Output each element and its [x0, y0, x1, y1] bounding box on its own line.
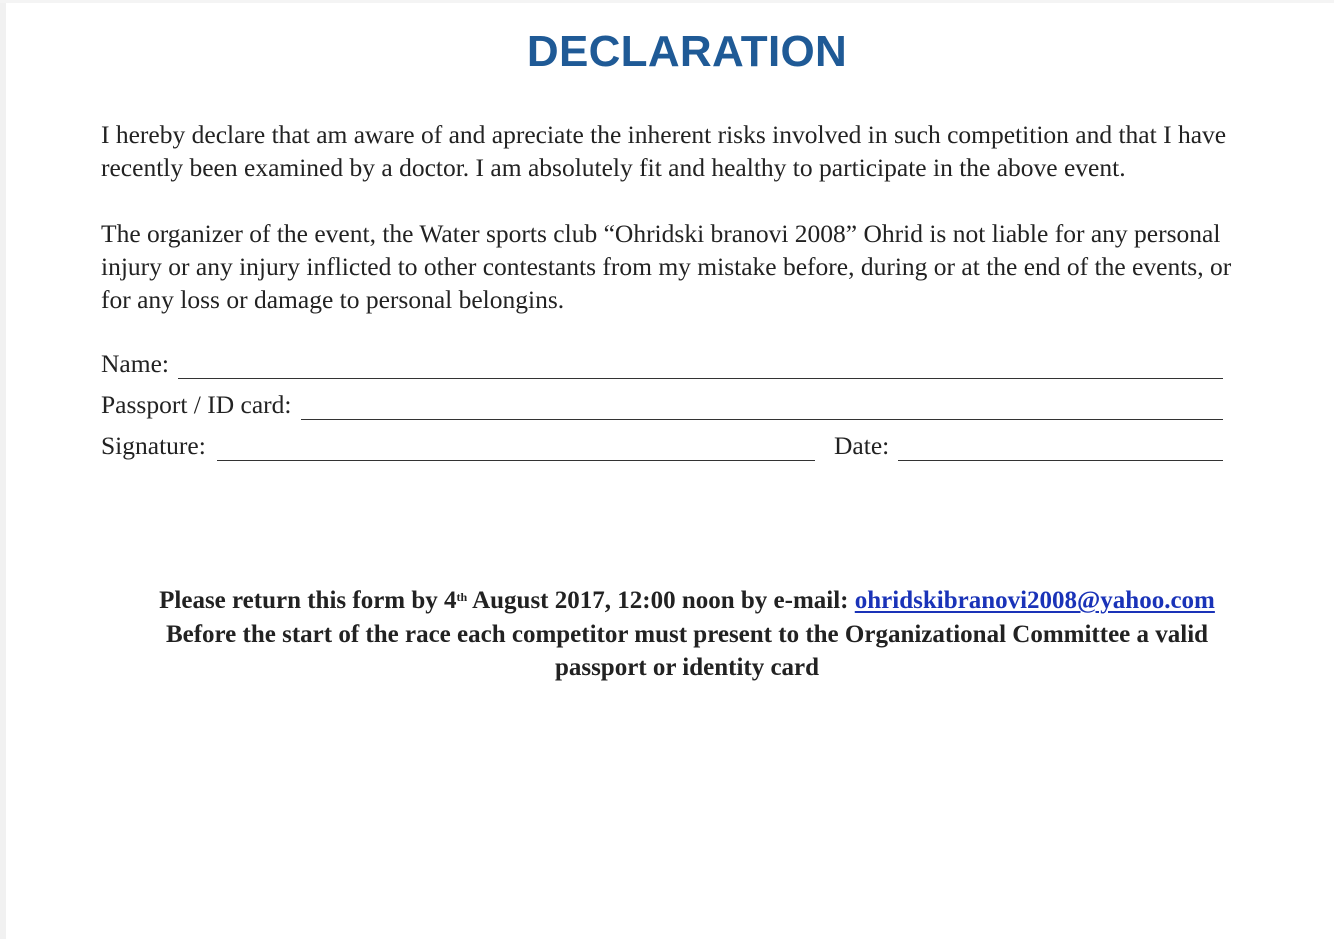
passport-field-row	[101, 390, 1223, 422]
name-field-line[interactable]	[178, 378, 1223, 379]
paragraph-2-line-1: The organizer of the event, the Water sports club “Ohridski branovi 2008” Ohrid is not liable for any personal	[101, 219, 1221, 248]
paragraph-2-line-2: injury or any injury inflicted to other contestants from my mistake before, during or at the end of the events, or	[101, 252, 1232, 281]
page-top-edge	[0, 0, 1334, 3]
passport-field-line[interactable]	[301, 419, 1223, 420]
declaration-paragraph-1	[101, 118, 1276, 184]
page-title: DECLARATION	[526, 27, 848, 76]
page-left-edge	[0, 0, 6, 939]
passport-label: Passport / ID card:	[101, 390, 292, 419]
name-field-row	[101, 349, 1223, 381]
liability-paragraph	[101, 217, 1276, 316]
name-label: Name:	[101, 349, 169, 378]
ordinal-suffix: th	[456, 590, 468, 604]
notice-line-1-prefix: Please return this form by 4	[159, 587, 457, 614]
signature-date-row	[101, 431, 1223, 463]
signature-field-line[interactable]	[217, 460, 815, 461]
email-link[interactable]: ohridskibranovi2008@yahoo.com	[854, 587, 1215, 614]
id-requirement-line: Before the start of the race each competitor must present to the Organizational Committee a valid	[165, 621, 1209, 648]
date-label: Date:	[834, 431, 890, 460]
paragraph-2-line-3: for any loss or damage to personal belongins.	[101, 285, 565, 314]
paragraph-1-line-1: I hereby declare that am aware of and apreciate the inherent risks involved in such competition and that I have	[101, 120, 1227, 149]
signature-label: Signature:	[101, 431, 206, 460]
paragraph-1-line-2: recently been examined by a doctor. I am absolutely fit and healthy to participate in the above event.	[101, 153, 1126, 182]
return-notice-line	[0, 584, 1334, 618]
date-field-line[interactable]	[898, 460, 1223, 461]
notice-line-1-suffix: August 2017, 12:00 noon by e-mail:	[467, 587, 855, 614]
id-requirement-line-2: passport or identity card	[554, 654, 820, 681]
